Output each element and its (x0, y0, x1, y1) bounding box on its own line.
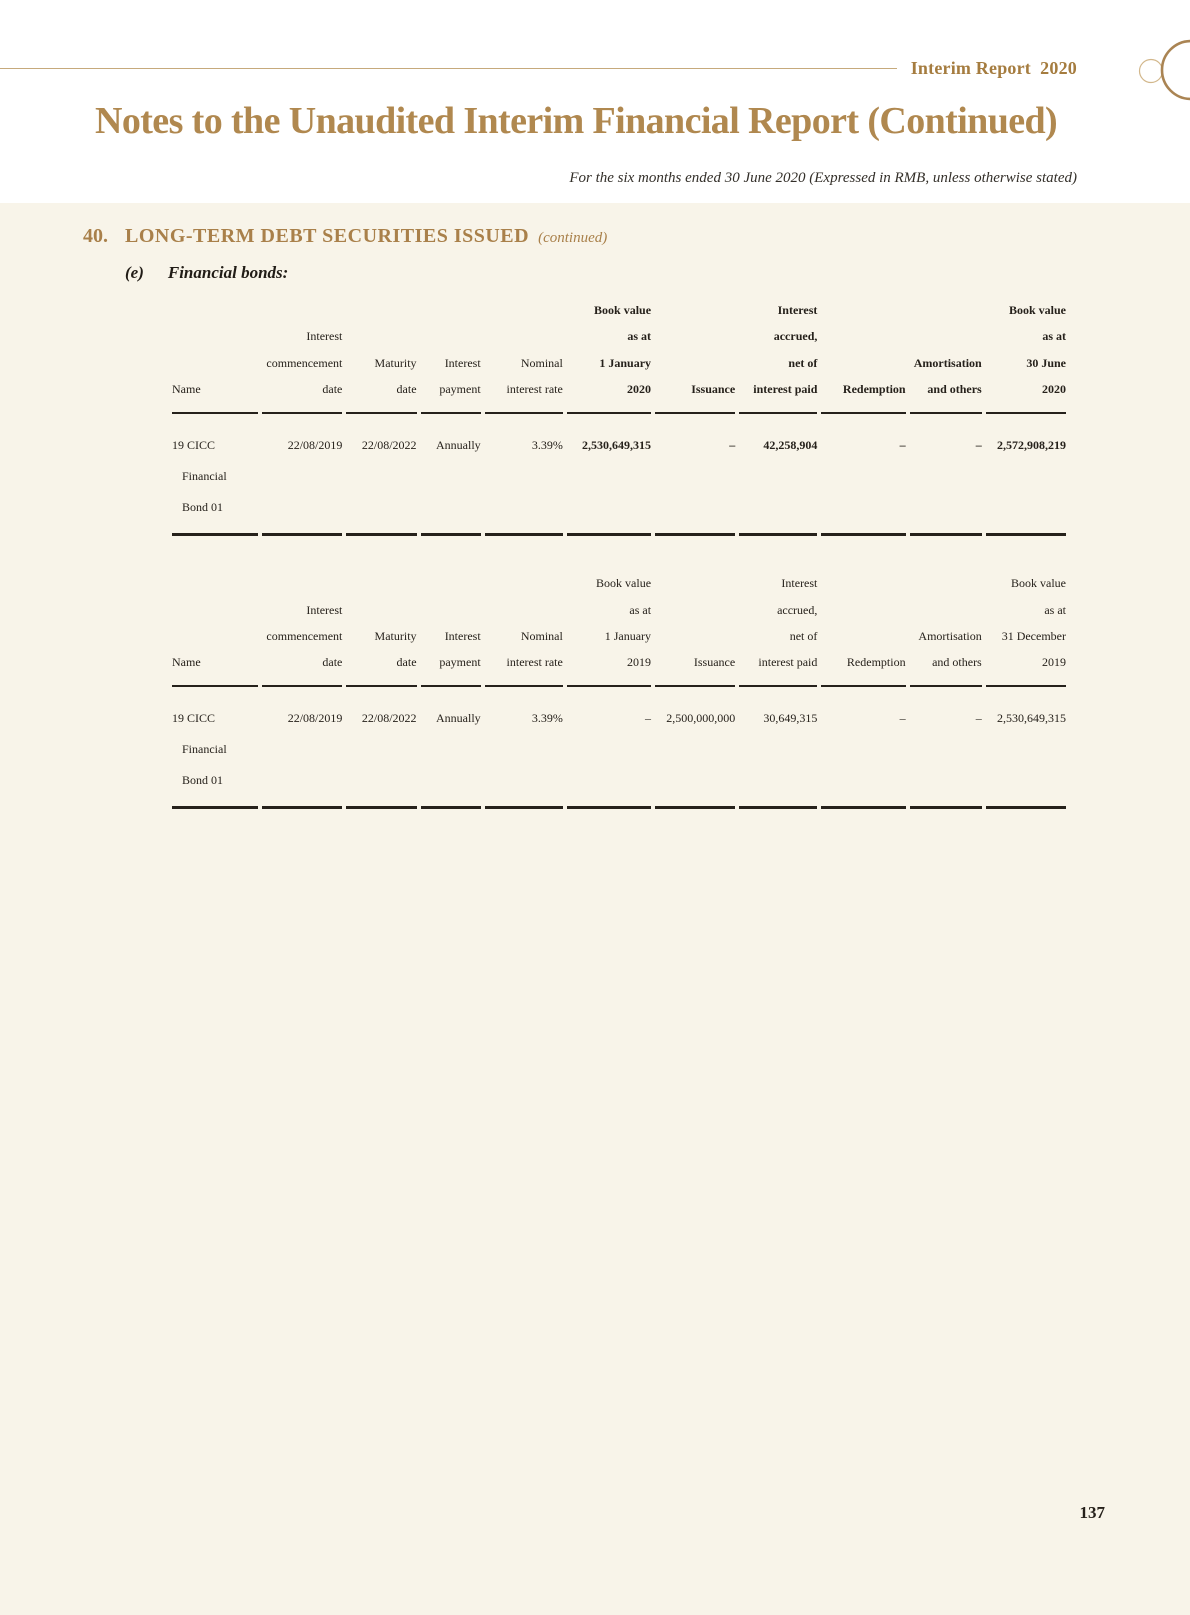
column-header: Amortisation and others (910, 570, 982, 687)
column-header: Interest payment (421, 570, 481, 687)
column-header: Book value as at 1 January 2020 (567, 297, 651, 414)
value-cell: 22/08/2022 (346, 414, 416, 537)
column-header: Book value as at 1 January 2019 (567, 570, 651, 687)
value-cell: 3.39% (485, 414, 563, 537)
table-header-row (172, 570, 1066, 687)
section-number: 40. (83, 225, 108, 247)
value-cell: – (910, 687, 982, 810)
table-data-row (172, 414, 1066, 537)
section-heading (83, 225, 1190, 248)
column-header: Redemption (821, 570, 905, 687)
financial-bonds-table-2020 (168, 297, 1070, 536)
bond-name-line: Financial (182, 741, 227, 756)
report-label: Interim Report 2020 (910, 58, 1077, 78)
table-data-row (172, 687, 1066, 810)
column-header: Amortisation and others (910, 297, 982, 414)
page-number: 137 (1079, 1503, 1105, 1522)
table-header-row (172, 297, 1066, 414)
section-continued-label: (continued) (538, 230, 608, 246)
column-header: Maturity date (346, 297, 416, 414)
column-header: Book value as at 30 June 2020 (986, 297, 1066, 414)
bond-name-line: Financial (182, 468, 227, 483)
subsection-letter: (e) (125, 263, 144, 282)
bond-name-cell (172, 687, 258, 810)
column-header: Interest accrued, net of interest paid (739, 297, 817, 414)
page-subtitle: For the six months ended 30 June 2020 (Expressed in RMB, unless otherwise stated) (569, 170, 1077, 186)
page-title: Notes to the Unaudited Interim Financial Report (Continued) (95, 100, 1058, 142)
column-header: Maturity date (346, 570, 416, 687)
column-header: Name (172, 570, 258, 687)
value-cell: 22/08/2019 (262, 414, 342, 537)
bond-name-line: 19 CICC (172, 437, 216, 452)
header-rule-row (0, 58, 1077, 79)
value-cell: – (910, 414, 982, 537)
column-header: Issuance (655, 297, 735, 414)
column-header: Interest commencement date (262, 570, 342, 687)
decorative-circles-icon (1118, 25, 1190, 115)
value-cell: Annually (421, 414, 481, 537)
value-cell: – (567, 687, 651, 810)
value-cell: 2,500,000,000 (655, 687, 735, 810)
value-cell: – (821, 687, 905, 810)
value-cell: 2,530,649,315 (567, 414, 651, 537)
bond-name-line: Bond 01 (182, 499, 224, 514)
value-cell: – (821, 414, 905, 537)
value-cell: – (655, 414, 735, 537)
column-header: Book value as at 31 December 2019 (986, 570, 1066, 687)
page-header (0, 0, 1190, 203)
header-divider-line (0, 68, 897, 69)
subsection-title: Financial bonds: (167, 263, 289, 282)
column-header: Nominal interest rate (485, 297, 563, 414)
value-cell: 22/08/2022 (346, 687, 416, 810)
column-header: Interest commencement date (262, 297, 342, 414)
column-header: Name (172, 297, 258, 414)
section-title: LONG-TERM DEBT SECURITIES ISSUED (125, 225, 530, 247)
bond-name-cell (172, 414, 258, 537)
value-cell: 42,258,904 (739, 414, 817, 537)
subsection-heading (125, 263, 1190, 283)
bond-name-line: 19 CICC (172, 710, 216, 725)
financial-bonds-table-2019 (168, 570, 1070, 809)
value-cell: 2,572,908,219 (986, 414, 1066, 537)
column-header: Interest accrued, net of interest paid (739, 570, 817, 687)
value-cell: 3.39% (485, 687, 563, 810)
page-body (0, 203, 1190, 809)
value-cell: 22/08/2019 (262, 687, 342, 810)
column-header: Redemption (821, 297, 905, 414)
column-header: Interest payment (421, 297, 481, 414)
value-cell: Annually (421, 687, 481, 810)
column-header: Issuance (655, 570, 735, 687)
bond-name-line: Bond 01 (182, 773, 224, 788)
value-cell: 2,530,649,315 (986, 687, 1066, 810)
column-header: Nominal interest rate (485, 570, 563, 687)
value-cell: 30,649,315 (739, 687, 817, 810)
